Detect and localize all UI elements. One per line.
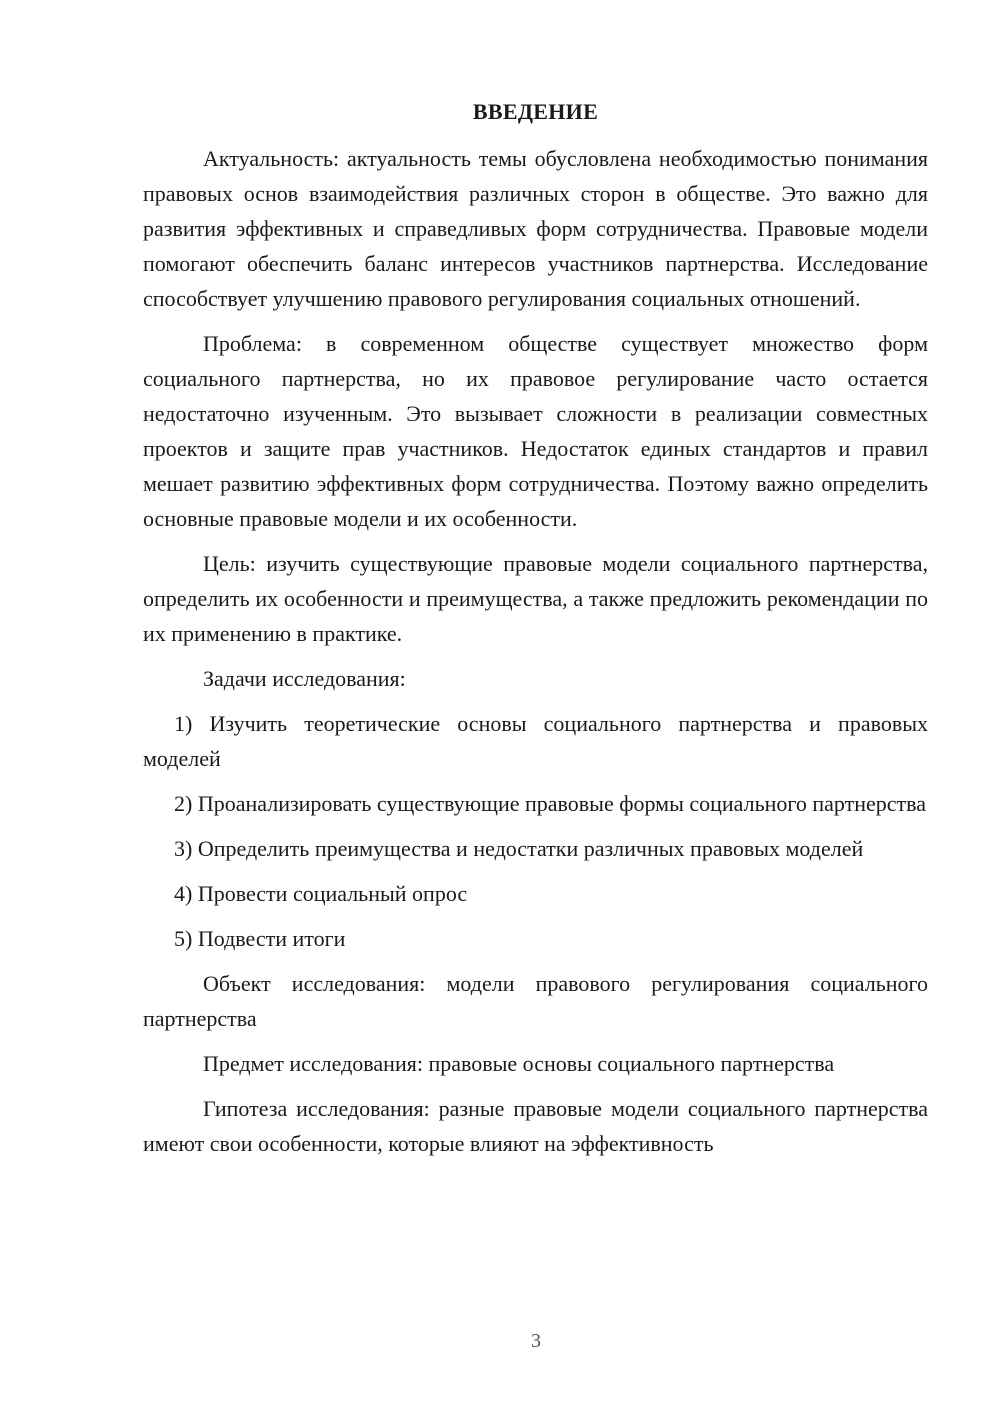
task-item-5: 5) Подвести итоги <box>174 926 346 951</box>
page-content <box>143 94 928 1171</box>
task-item-3: 3) Определить преимущества и недостатки различных правовых моделей <box>174 836 864 861</box>
section-title: ВВЕДЕНИЕ <box>472 99 599 124</box>
subject-paragraph: Предмет исследования: правовые основы социального партнерства <box>203 1051 835 1076</box>
object-paragraph: Объект исследования: модели правового регулирования социального партнерства <box>143 971 928 1031</box>
task-item-1: 1) Изучить теоретические основы социального партнерства и правовых моделей <box>143 711 928 771</box>
problem-paragraph: Проблема: в современном обществе существует множество форм социального партнерства, но их правовое регулирование часто остается недостаточно изученным. Это вызывает сложности в реализации совместных проектов и защите прав участников. Недостаток единых стандартов и правил мешает развитию эффективных форм сотрудничества. Поэтому важно определить основные правовые модели и их особенности. <box>143 331 928 531</box>
hypothesis-paragraph: Гипотеза исследования: разные правовые модели социального партнерства имеют свои особенности, которые влияют на эффективность <box>143 1096 928 1156</box>
goal-paragraph: Цель: изучить существующие правовые модели социального партнерства, определить их особенности и преимущества, а также предложить рекомендации по их применению в практике. <box>143 551 928 646</box>
page-number: 3 <box>531 1330 541 1352</box>
task-item-2: 2) Проанализировать существующие правовые формы социального партнерства <box>174 791 927 816</box>
relevance-paragraph: Актуальность: актуальность темы обусловлена необходимостью понимания правовых основ взаимодействия различных сторон в обществе. Это важно для развития эффективных и справедливых форм сотрудничества. Правовые модели помогают обеспечить баланс интересов участников партнерства. Исследование способствует улучшению правового регулирования социальных отношений. <box>143 146 928 311</box>
task-item-4: 4) Провести социальный опрос <box>174 881 468 906</box>
tasks-heading: Задачи исследования: <box>203 666 406 691</box>
